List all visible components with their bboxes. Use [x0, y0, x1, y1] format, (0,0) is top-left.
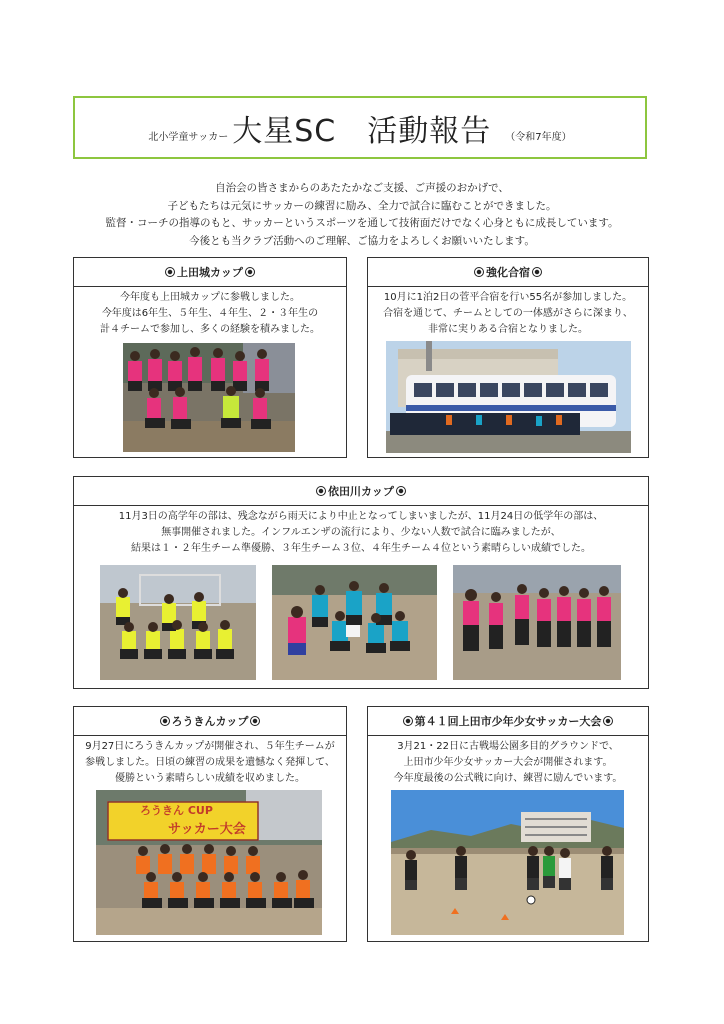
soccer-ball-icon — [403, 716, 413, 726]
body-line: 10月に1泊2日の菅平合宿を行い55名が参加しました。 — [383, 292, 633, 303]
team-photo-yoda-cup-3 — [453, 565, 621, 680]
section-body — [74, 287, 346, 338]
section-body — [368, 736, 648, 787]
banner-text: サッカー大会 — [168, 822, 246, 837]
team-photo-camp — [386, 341, 631, 453]
body-line: 今年度も上田城カップに参戦しました。 — [120, 292, 300, 303]
soccer-ball-icon — [250, 716, 260, 726]
body-line: 参戦しました。日頃の練習の成果を遺憾なく発揮して、 — [85, 757, 335, 768]
intro-text — [60, 180, 664, 250]
body-line: 9月27日にろうきんカップが開催され、５年生チームが — [85, 741, 335, 752]
section-title — [74, 707, 346, 736]
section-body — [74, 736, 346, 787]
body-line: 優勝という素晴らしい成績を収めました。 — [115, 773, 305, 784]
soccer-ball-icon — [474, 267, 484, 277]
page-title: 大星SC 活動報告 — [232, 114, 492, 149]
body-line: 今年度は6年生、５年生、４年生、２・３年生の — [101, 308, 319, 319]
team-photo-yoda-cup-2 — [272, 565, 437, 680]
section-title-text: 上田城カップ — [177, 266, 243, 279]
intro-line: 子どもたちは元気にサッカーの練習に励み、全力で試合に臨むことができました。 — [167, 199, 557, 212]
body-line: 上田市少年少女サッカー大会が開催されます。 — [403, 757, 613, 768]
soccer-ball-icon — [603, 716, 613, 726]
section-title-text: 強化合宿 — [486, 266, 530, 279]
section-title — [74, 477, 648, 506]
section-title — [74, 258, 346, 287]
intro-line: 自治会の皆さまからのあたたかなご支援、ご声援のおかげで、 — [215, 182, 509, 194]
banner-text: ろうきん CUP — [140, 804, 213, 817]
match-photo-ueda-city — [391, 790, 624, 935]
soccer-ball-icon — [245, 267, 255, 277]
team-photo-ueda-cup — [123, 343, 295, 452]
intro-line: 監督・コーチの指導のもと、サッカーというスポーツを通して技術面だけでなく心身ともに成長しています。 — [105, 217, 619, 229]
body-line: 3月21・22日に古戦場公園多目的グラウンドで、 — [397, 741, 619, 752]
soccer-ball-icon — [165, 267, 175, 277]
soccer-ball-icon — [160, 716, 170, 726]
body-line: 非常に実りある合宿となりました。 — [428, 324, 588, 335]
section-body — [368, 287, 648, 338]
soccer-ball-icon — [396, 486, 406, 496]
soccer-ball-icon — [532, 267, 542, 277]
team-photo-yoda-cup-1 — [100, 565, 256, 680]
header-subtitle: 北小学童サッカー — [148, 132, 229, 143]
body-line: 結果は１・２年生チーム準優勝、３年生チーム３位、４年生チーム４位という素晴らしい成績でした。 — [131, 543, 591, 554]
team-photo-rokin-cup — [96, 790, 322, 935]
page-header — [73, 96, 647, 159]
section-title-text: 依田川カップ — [328, 485, 394, 498]
body-line: 計４チームで参加し、多くの経験を積みました。 — [100, 324, 320, 335]
header-year: （令和7年度） — [505, 132, 572, 143]
section-title-text: 第４１回上田市少年少女サッカー大会 — [414, 715, 602, 728]
intro-line: 今後とも当クラブ活動へのご理解、ご協力をよろしくお願いいたします。 — [189, 234, 535, 247]
body-line: 合宿を通じて、チームとしての一体感がさらに深まり、 — [383, 308, 633, 319]
body-line: 無事開催されました。インフルエンザの流行により、少ない人数で試合に臨みましたが、 — [161, 527, 561, 538]
body-line: 11月3日の高学年の部は、残念ながら雨天により中止となってしまいましたが、11月24日の低学年の部は、 — [118, 511, 604, 522]
section-title-text: ろうきんカップ — [171, 715, 249, 728]
body-line: 今年度最後の公式戦に向け、練習に励んでいます。 — [393, 773, 623, 784]
section-title — [368, 258, 648, 287]
section-title — [368, 707, 648, 736]
soccer-ball-icon — [316, 486, 326, 496]
section-body — [74, 506, 648, 557]
